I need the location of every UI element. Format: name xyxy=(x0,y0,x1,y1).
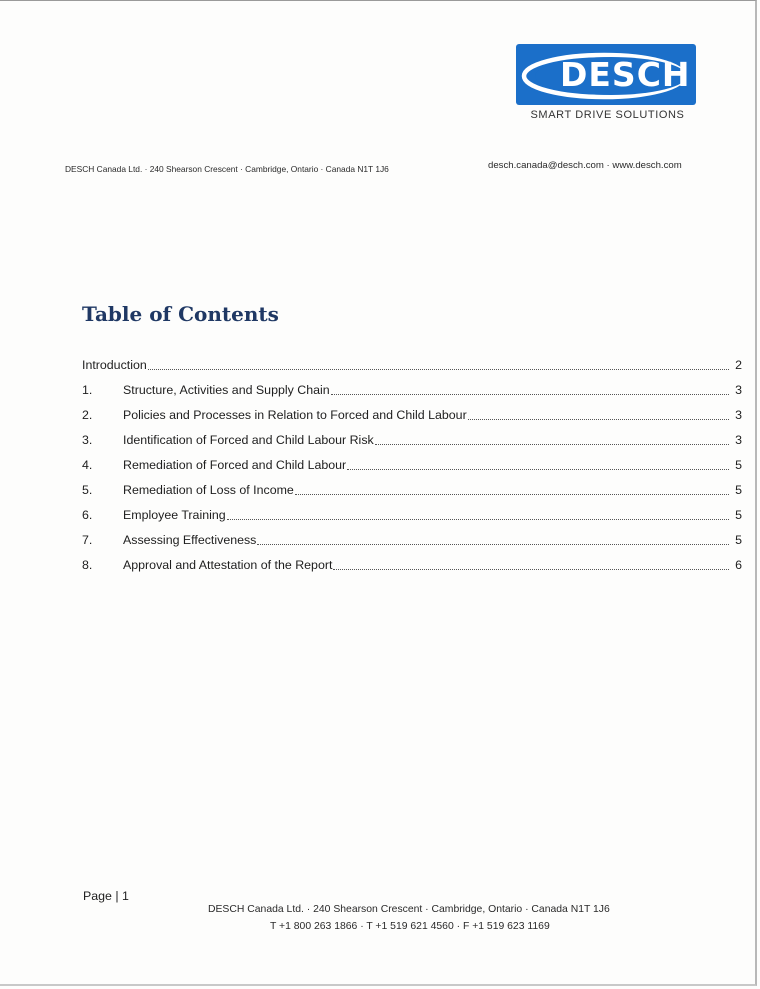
toc-entry-number: 5. xyxy=(82,483,93,497)
toc-leader-dots xyxy=(148,368,729,370)
toc-leader-dots xyxy=(331,393,729,395)
toc-entry-label: Employee Training xyxy=(123,508,226,522)
toc-entry-number: 6. xyxy=(82,508,93,522)
toc-entry-number: 1. xyxy=(82,383,93,397)
toc-entry-number: 7. xyxy=(82,533,93,547)
toc-leader-dots xyxy=(333,568,729,570)
toc-entry-page: 5 xyxy=(735,508,742,522)
toc-entry-label: Remediation of Loss of Income xyxy=(123,483,294,497)
toc-entry-number: 8. xyxy=(82,558,93,572)
toc-entry-page: 2 xyxy=(735,358,742,372)
toc-entry-page: 5 xyxy=(735,458,742,472)
toc-entry-page: 3 xyxy=(735,433,742,447)
toc-entry-4[interactable] xyxy=(82,455,742,473)
toc-leader-dots xyxy=(375,443,729,445)
toc-entry-3[interactable] xyxy=(82,430,742,448)
toc-entry-page: 5 xyxy=(735,483,742,497)
toc-entry-label: Approval and Attestation of the Report xyxy=(123,558,333,572)
footer-phones: T +1 800 263 1866 · T +1 519 621 4560 · F +1 519 623 1169 xyxy=(270,921,550,932)
logo-tagline: SMART DRIVE SOLUTIONS xyxy=(530,109,685,121)
page-number: Page | 1 xyxy=(83,889,129,903)
toc-entry-label: Remediation of Forced and Child Labour xyxy=(123,458,347,472)
toc-entry-7[interactable] xyxy=(82,530,742,548)
toc-entry-8[interactable] xyxy=(82,555,742,573)
toc-entry-number: 4. xyxy=(82,458,93,472)
toc-entry-page: 3 xyxy=(735,383,742,397)
toc-entry-number: 3. xyxy=(82,433,93,447)
toc-entry-5[interactable] xyxy=(82,480,742,498)
footer-address: DESCH Canada Ltd. · 240 Shearson Crescent · Cambridge, Ontario · Canada N1T 1J6 xyxy=(208,904,610,915)
toc-entry-label: Assessing Effectiveness xyxy=(123,533,257,547)
header-address: DESCH Canada Ltd. · 240 Shearson Crescent · Cambridge, Ontario · Canada N1T 1J6 xyxy=(65,164,389,174)
toc-entry-introduction[interactable] xyxy=(82,355,742,373)
toc-entry-2[interactable] xyxy=(82,405,742,423)
toc-entry-6[interactable] xyxy=(82,505,742,523)
toc-leader-dots xyxy=(257,543,729,545)
toc-entry-page: 6 xyxy=(735,558,742,572)
toc-entry-number: 2. xyxy=(82,408,93,422)
toc-entry-page: 5 xyxy=(735,533,742,547)
toc-leader-dots xyxy=(347,468,729,470)
toc-leader-dots xyxy=(468,418,729,420)
toc-entry-label: Policies and Processes in Relation to Forced and Child Labour xyxy=(123,408,467,422)
toc-entry-label: Identification of Forced and Child Labour Risk xyxy=(123,433,374,447)
header-contact: desch.canada@desch.com · www.desch.com xyxy=(488,160,682,171)
toc-leader-dots xyxy=(295,493,729,495)
toc-entry-label: Introduction xyxy=(82,358,147,372)
toc-title: Table of Contents xyxy=(82,302,279,326)
toc-leader-dots xyxy=(227,518,729,520)
desch-logo xyxy=(516,44,696,105)
logo-brand-text: DESCH xyxy=(560,55,691,94)
toc-entry-page: 3 xyxy=(735,408,742,422)
toc-entry-label: Structure, Activities and Supply Chain xyxy=(123,383,330,397)
toc-entry-1[interactable] xyxy=(82,380,742,398)
